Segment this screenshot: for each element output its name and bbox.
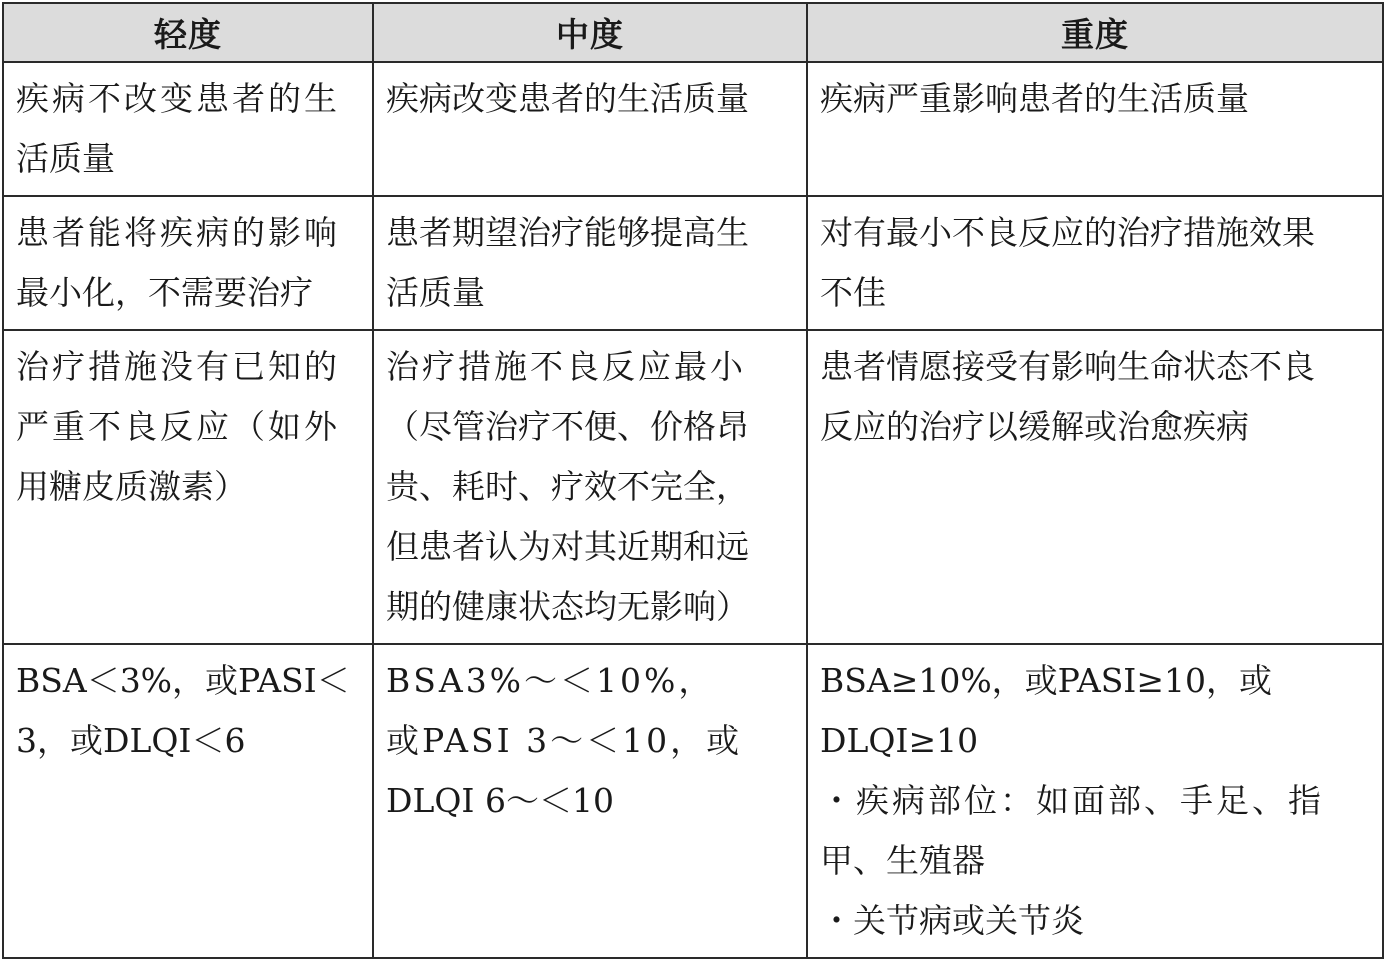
cell-line: 治疗措施不良反应最小 — [386, 347, 746, 386]
severity-table — [2, 2, 1384, 959]
cell-line: BSA＜3%，或PASI＜ — [16, 661, 350, 700]
header-moderate: 中度 — [373, 3, 807, 62]
cell-line: 或PASI 3～＜10，或 — [386, 721, 743, 760]
cell-line: BSA≥10%，或PASI≥10，或 — [820, 661, 1272, 700]
cell-line: 但患者认为对其近期和远 — [386, 527, 749, 566]
cell-line: 疾病不改变患者的生 — [16, 79, 340, 118]
cell-line: 反应的治疗以缓解或治愈疾病 — [820, 407, 1249, 446]
cell-line: 期的健康状态均无影响） — [386, 587, 749, 626]
table-row — [3, 644, 1383, 958]
table-header-row — [3, 3, 1383, 62]
cell-severe — [807, 62, 1383, 196]
cell-line: ・关节病或关节炎 — [820, 901, 1084, 940]
cell-line: 对有最小不良反应的治疗措施效果 — [820, 213, 1315, 252]
cell-line: 患者情愿接受有影响生命状态不良 — [820, 347, 1315, 386]
cell-severe — [807, 644, 1383, 958]
cell-severe — [807, 330, 1383, 644]
cell-severe — [807, 196, 1383, 330]
cell-line: DLQI 6～＜10 — [386, 781, 614, 820]
cell-mild — [3, 196, 373, 330]
cell-line: 疾病改变患者的生活质量 — [386, 79, 749, 118]
cell-moderate — [373, 62, 807, 196]
cell-line: （尽管治疗不便、价格昂 — [386, 407, 749, 446]
cell-line: 最小化，不需要治疗 — [16, 273, 313, 312]
cell-line: 甲、生殖器 — [820, 841, 985, 880]
table-row — [3, 62, 1383, 196]
cell-mild — [3, 62, 373, 196]
header-mild: 轻度 — [3, 3, 373, 62]
cell-line: ・疾病部位：如面部、手足、指 — [820, 781, 1324, 820]
cell-line: 不佳 — [820, 273, 886, 312]
cell-line: 3，或DLQI＜6 — [16, 721, 246, 760]
cell-line: 严重不良反应（如外 — [16, 407, 340, 446]
cell-moderate — [373, 196, 807, 330]
cell-line: 贵、耗时、疗效不完全， — [386, 467, 749, 506]
cell-moderate — [373, 644, 807, 958]
cell-line: 患者期望治疗能够提高生 — [386, 213, 749, 252]
cell-line: 活质量 — [16, 139, 115, 178]
table-row — [3, 330, 1383, 644]
cell-line: 用糖皮质激素） — [16, 467, 247, 506]
cell-line: DLQI≥10 — [820, 721, 979, 760]
table-row — [3, 196, 1383, 330]
cell-line: BSA3%～＜10%， — [386, 661, 715, 700]
cell-mild — [3, 644, 373, 958]
cell-mild — [3, 330, 373, 644]
header-severe: 重度 — [807, 3, 1383, 62]
cell-line: 患者能将疾病的影响 — [16, 213, 340, 252]
cell-line: 疾病严重影响患者的生活质量 — [820, 79, 1249, 118]
cell-line: 治疗措施没有已知的 — [16, 347, 340, 386]
cell-line: 活质量 — [386, 273, 485, 312]
cell-moderate — [373, 330, 807, 644]
